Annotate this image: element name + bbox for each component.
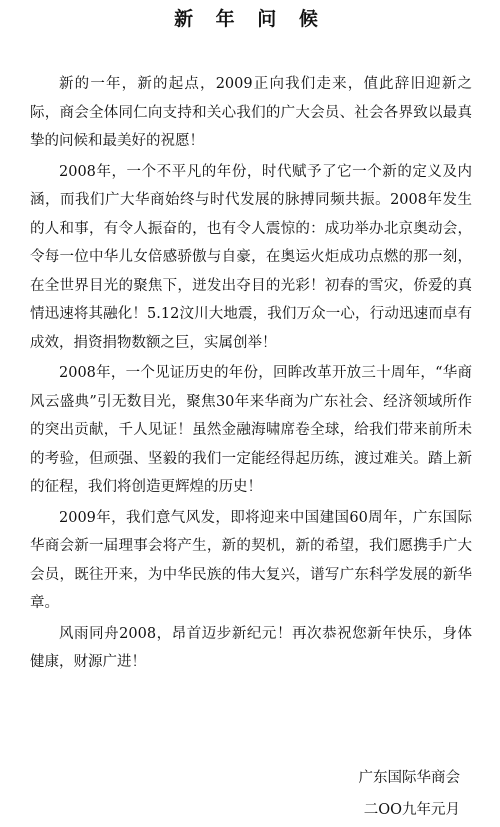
page-title: 新 年 问 候 — [174, 8, 326, 30]
letter-body — [30, 70, 472, 677]
paragraph-3: 2008年，一个见证历史的年份，回眸改革开放三十周年，“华商风云盛典”引无数目光，聚焦30年来华商为广东社会、经济领域所作的突出贡献，千人见证！虽然金融海啸席卷全球，给我们带来前所未的考验，但顽强、坚毅的我们一定能经得起历练，渡过难关。踏上新的征程，我们将创造更辉煌的历史！ — [30, 365, 472, 495]
signature-date: 二OO九年元月 — [363, 802, 460, 818]
signature-organization: 广东国际华商会 — [358, 770, 460, 786]
paragraph-2: 2008年，一个不平凡的年份，时代赋予了它一个新的定义及内涵，而我们广大华商始终与时代发展的脉搏同频共振。2008年发生的人和事，有令人振奋的，也有令人震惊的：成功举办北京奥动会，令每一位中华儿女倍感骄傲与自豪，在奥运火炬成功点燃的那一刻，在全世界目光的聚焦下，迸发出夺目的光彩！初春的雪灾，侨爱的真情迅速将其融化！5.12汶川大地震，我们万众一心，行动迅速而卓有成效，捐资捐物数额之巨，实属创举！ — [30, 163, 472, 351]
paragraph-1: 新的一年，新的起点，2009正向我们走来，值此辞旧迎新之际，商会全体同仁向支持和关心我们的广大会员、社会各界致以最真挚的问候和最美好的祝愿！ — [30, 76, 472, 149]
paragraph-5: 风雨同舟2008，昂首迈步新纪元！再次恭祝您新年快乐，身体健康，财源广进！ — [30, 625, 472, 670]
paragraph-4: 2009年，我们意气风发，即将迎来中国建国60周年，广东国际华商会新一届理事会将产生，新的契机，新的希望，我们愿携手广大会员，既往开来，为中华民族的伟大复兴，谱写广东科学发展的新华章。 — [30, 509, 472, 611]
